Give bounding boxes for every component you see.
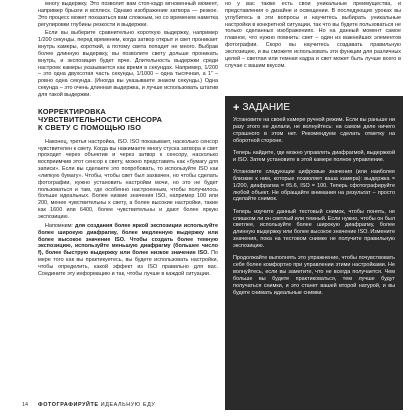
task-step-4: Теперь изучите данный тестовый снимок, чтобы понять, не слишком ли он светлый или темный. Если нужно, чтобы он был светлее, используйте более широкую диафрагму, более длинную выдержку или более высокое значение ISO. Измените значения, пока на тестовом снимке не получите правильную экспозицию. — [233, 208, 396, 249]
right-column — [225, 0, 401, 69]
shutter-speed-paragraph: Если вы выберите сравнительно короткую выдержку, например 1/200 секунды, перед временем, когда затвор открыт и свет проникает внутрь камеры, короткий, а потому света попадет не много. Выбрав более длинную выдержку, вы позволите свету дольше проникать внутрь, и экспозиция будет ярче. Длительность выдержки среди настроек камеры указывается как время в секундах. Например, 1/200 – это одна двухсотая часть секунды, 1/1000 – одна тысячная, а 1” – ровно одна секунда. (Иногда вы указываете знаком секунды.) Одна секунда – это очень длинная выдержка, и лучше использовать штатив для такой выдержки. — [38, 30, 218, 98]
task-title-text: ЗАДАНИЕ — [242, 102, 291, 113]
task-step-2: Теперь найдите, где можно управлять диафрагмой, выдержкой и ISO. Затем установите в этой камере полное управление. — [233, 149, 395, 163]
page-number: 14 — [22, 402, 28, 408]
task-step-3: Установите следующие цифровые значения (или наиболее близкие к ним, которые позволяет ваша камера): выдержка = 1/200, диафрагма = f/5.6, ISO = 100. Теперь сфотографируйте любой объект. Не обращайте внимания на результат – просто сделайте снимок. — [233, 169, 395, 203]
running-title — [38, 402, 155, 408]
task-box — [225, 96, 403, 410]
task-step-1: Установите на своей камере ручной режим. Если вы раньше ни разу этого не делали, не волнуйтесь: на самом деле ничего страшного в этом нет. Рекомендуем сделать отметку на оборотной стороне. — [233, 117, 395, 144]
heading-line: ЧУВСТВИТЕЛЬНОСТИ СЕНСОРА — [38, 115, 163, 125]
summary-lead: Напомним: — [45, 222, 76, 229]
iso-paragraph: Наконец, третья настройка, ISO. ISO показывает, насколько сенсор чувствителен к свету. Когда вы нажимаете многу стуска затвора и свет проходит через объектив и через затвор к сенсору, насколько восприимчив этот сенсор к свету, можно представить как «бумагу для записи». Если вы сделаете это попробовать, то используйте ISO как «липкую бумагу». Чтобы, чтобы свет был захвачен, но чтобы сделать фотографии, нужно установить настройки мочи, но это не будет пользоваться и там, где особенно настроенным, чтобы получилось больше идеальных. Более низкие значения ISO, например 100 или 200, менее чувствительны к свету, а более высокие настройки, такие как 1600 или 6400, более чувствительны и дают более яркую экспозицию. — [38, 138, 218, 220]
summary-bold: для создания более яркой экспозиции используйте более широкую диафрагму, более медленную выдержку или более высокое значение ISO. Чтобы создать более темную экспозицию, используйте меньшую диафрагму (большее число f), более быструю выдержку или более низкое значение ISO. — [38, 222, 218, 257]
continued-paragraph: но у вас также есть свои уникальные преимущества, и представления о дизайне и освещении. В последующих уроках вы углубитесь в эти вопросы и научитесь выбирать уникальные настройки в конкретной ситуации, так что вы будете пользоваться не только сделанных изображениях. Но на данный момент самое главное, что нужно помнить: свет – один из важнейших элементов фотографии. Скоро вы научитесь создавать правильную экспозицию, и вы сможете использовать эти функции для различных целей – светлая или темная кадра и свет может быть лучше всего в случае с вашим вкусом. — [225, 1, 401, 69]
summary-tail: По мере того как вы практикуетесь, вы будете использовать настройки, чтобы определить, какой эффект из ISO правильно для вас. Соедините эту информацию и так, чтобы лучше в каждой ситуации. — [38, 250, 218, 277]
intro-paragraph: многу выдержку. Это позволит вам стоп-кадр мгновенный момент, например брызги и всплеск. Однако изображение затвора — резкое. Это процесс может показаться вам сложным, но со временем наметка регулировки глубины резкости и выдержки. — [38, 1, 218, 28]
task-heading — [233, 102, 395, 114]
plus-icon: + — [233, 102, 240, 114]
heading-line: КОРРЕКТИРОВКА — [38, 106, 106, 116]
section-heading-iso — [38, 108, 218, 133]
running-title-rest: ИДЕАЛЬНУЮ ЕДУ — [100, 402, 156, 408]
left-column — [38, 0, 218, 278]
summary-paragraph — [38, 223, 218, 278]
page-footer — [22, 402, 155, 408]
running-title-bold: ФОТОГРАФИРУЙТЕ — [38, 402, 99, 408]
heading-line: К СВЕТУ С ПОМОЩЬЮ ISO — [38, 123, 142, 133]
task-step-5: Продолжайте выполнять это упражнение, чтобы почувствовать себя более комфортно при управлении этими настройками. Не волнуйтесь, если вы заметите, что не всегда получается. Чем больше вы будете практиковаться, тем лучше будут получаться снимки, и это станет вашей второй натурой, и вы будете снимать идеальные снимки. — [233, 255, 395, 296]
